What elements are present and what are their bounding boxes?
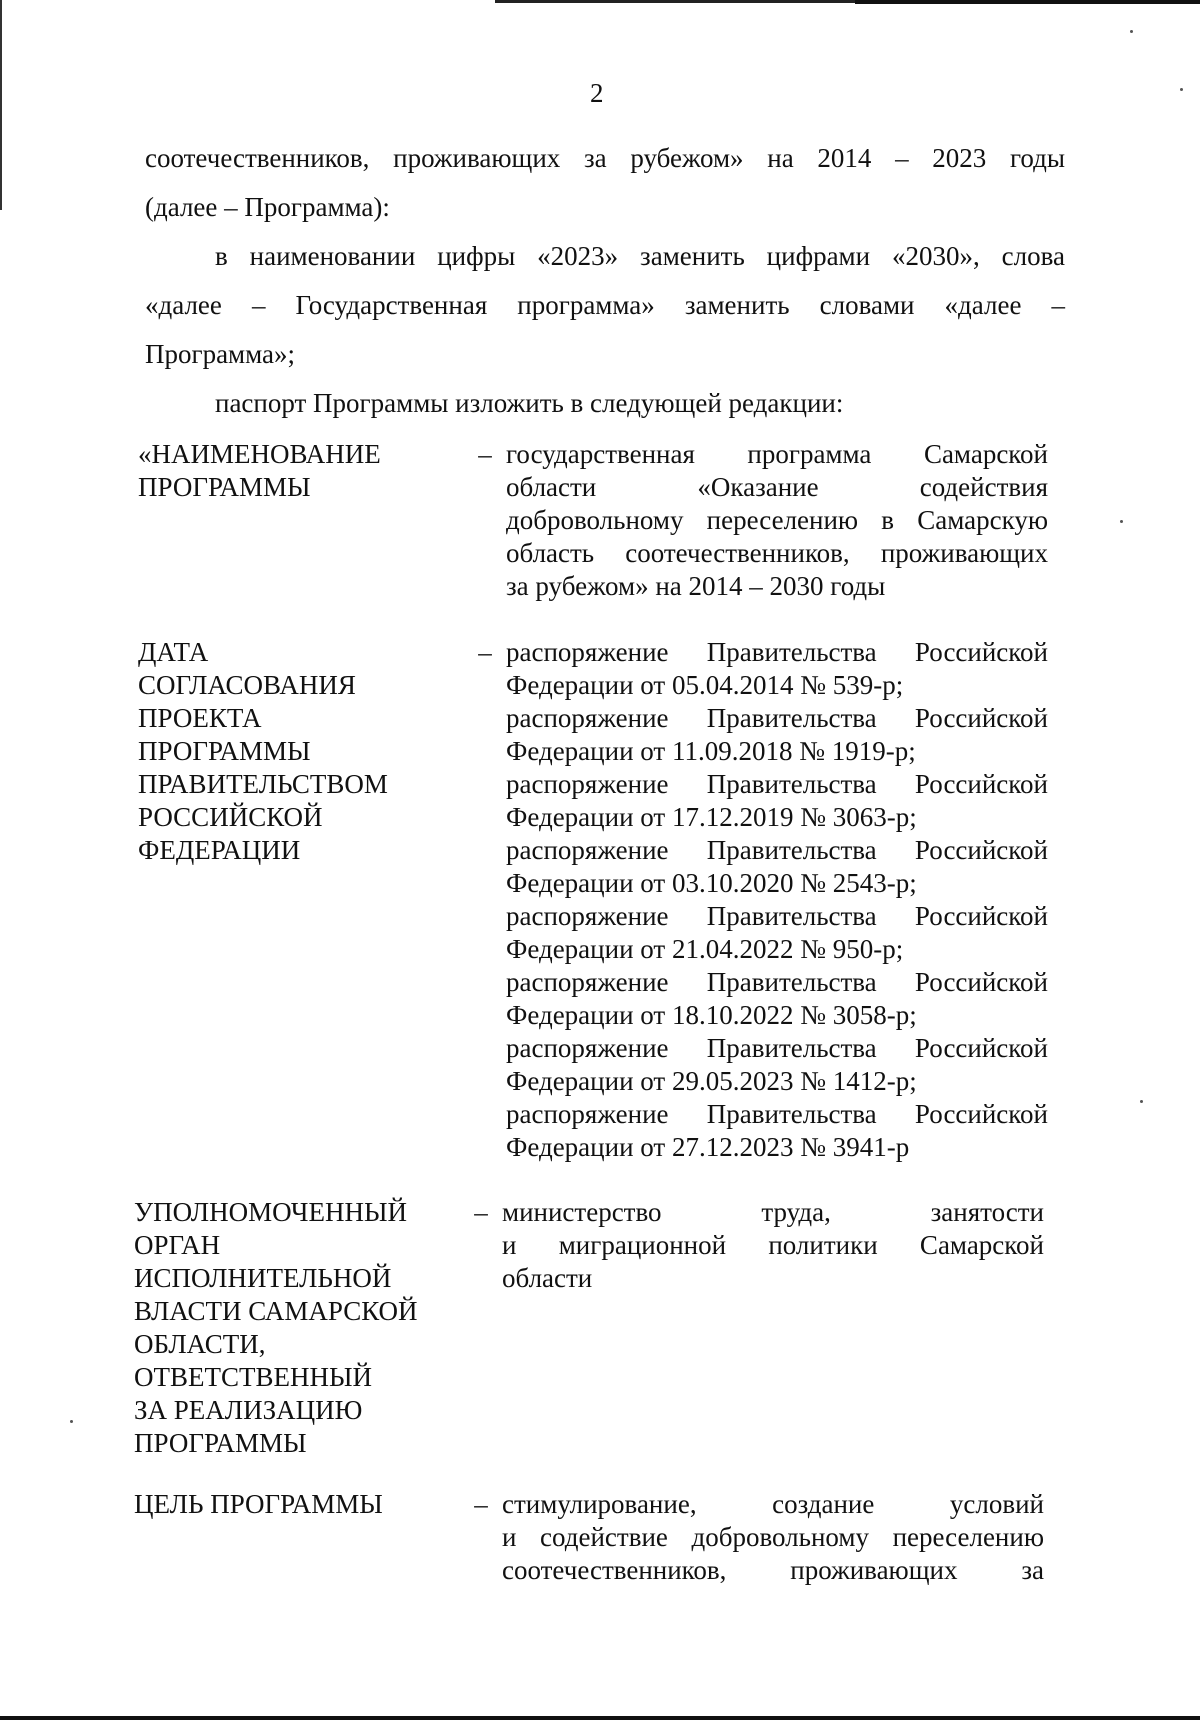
scan-speck xyxy=(1120,520,1123,523)
intro-line: «далее – Государственная программа» заменить словами «далее – xyxy=(145,290,1065,320)
intro-line: Программа»; xyxy=(145,339,296,369)
intro-line: паспорт Программы изложить в следующей редакции: xyxy=(215,388,844,418)
scan-edge-left xyxy=(0,0,2,210)
passport-label: ДАТА СОГЛАСОВАНИЯ ПРОЕКТА ПРОГРАММЫ ПРАВИТЕЛЬСТВОМ РОССИЙСКОЙ ФЕДЕРАЦИИ xyxy=(138,637,388,865)
passport-dash: – xyxy=(474,1197,488,1227)
passport-dash: – xyxy=(478,439,492,469)
passport-value: министерство труда, занятости и миграционной политики Самарской области xyxy=(502,1197,1044,1293)
passport-value: государственная программа Самарской области «Оказание содействия добровольному переселению в Самарскую область соотечественников, проживающих за рубежом» на 2014 – 2030 годы xyxy=(506,439,1048,601)
passport-dash: – xyxy=(474,1489,488,1519)
intro-line: соотечественников, проживающих за рубежом» на 2014 – 2023 годы xyxy=(145,143,1065,173)
passport-label: ЦЕЛЬ ПРОГРАММЫ xyxy=(134,1489,383,1519)
scan-speck xyxy=(1130,30,1133,33)
intro-line: (далее – Программа): xyxy=(145,192,390,222)
passport-label: УПОЛНОМОЧЕННЫЙ ОРГАН ИСПОЛНИТЕЛЬНОЙ ВЛАСТИ САМАРСКОЙ ОБЛАСТИ, ОТВЕТСТВЕННЫЙ ЗА РЕАЛИЗАЦИЮ ПРОГРАММЫ xyxy=(134,1197,418,1458)
passport-label: «НАИМЕНОВАНИЕ ПРОГРАММЫ xyxy=(138,439,381,502)
passport-value: распоряжение Правительства Российской Федерации от 05.04.2014 № 539-р; распоряжение Правительства Российской Федерации от 11.09.2018 № 1919-р; распоряжение Правительства Российской Федерации от 17.12.2019 № 3063-р; распоряжение Правительства Российской Федерации от 03.10.2020 № 2543-р; распоряжение Правительства Российской Федерации от 21.04.2022 № 950-р; распоряжение Правительства Российской Федерации от 18.10.2022 № 3058-р; распоряжение Правительства Российской Федерации от 29.05.2023 № 1412-р; распоряжение Правительства Российской Федерации от 27.12.2023 № 3941-р xyxy=(506,637,1048,1162)
intro-text xyxy=(145,134,1065,428)
scan-edge-top-thick xyxy=(855,0,1200,4)
passport-value: стимулирование, создание условий и содействие добровольному переселению соотечественников, проживающих за xyxy=(502,1489,1044,1585)
scan-speck xyxy=(1140,1100,1143,1103)
passport-dash: – xyxy=(478,637,492,667)
scan-speck xyxy=(1180,88,1183,91)
scan-speck xyxy=(70,1420,73,1423)
page-number: 2 xyxy=(590,78,604,108)
scan-edge-bottom xyxy=(0,1716,1200,1720)
intro-line: в наименовании цифры «2023» заменить цифрами «2030», слова xyxy=(215,241,1065,271)
